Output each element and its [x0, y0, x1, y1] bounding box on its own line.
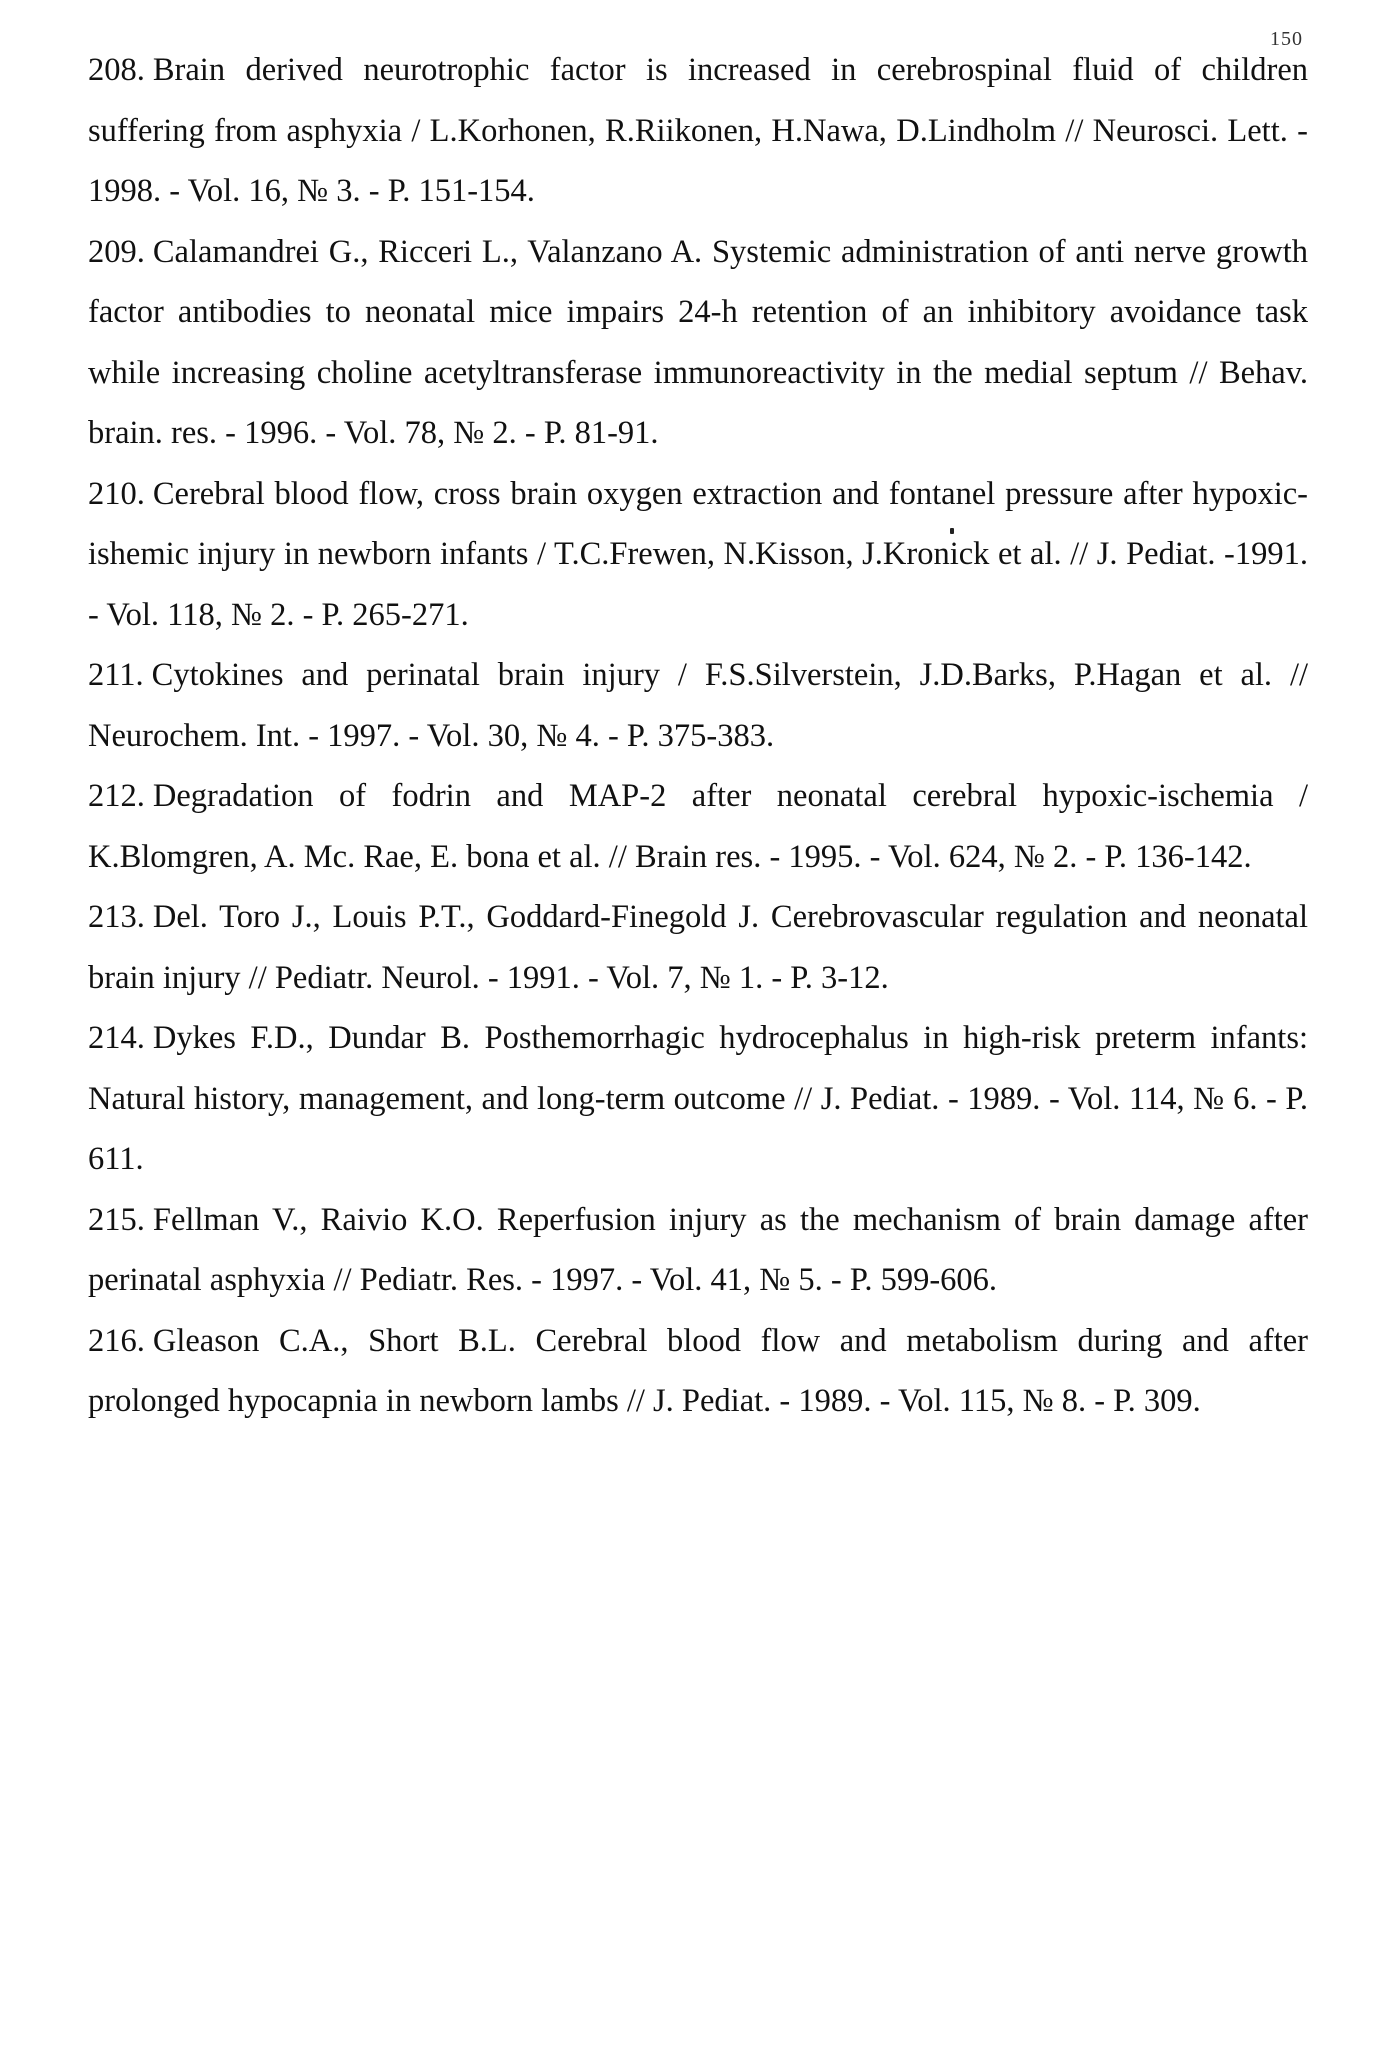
reference-text: Fellman V., Raivio K.O. Reperfusion injury as the mechanism of brain damage after perinatal asphyxia // Pediatr. Res. - 1997. - Vol. 41, № 5. - P. 599-606.	[88, 1201, 1308, 1298]
reference-number: 208.	[88, 52, 145, 88]
reference-list	[88, 40, 1308, 1432]
reference-text: Cerebral blood flow, cross brain oxygen extraction and fontanel pressure after hypoxic-ishemic injury in newborn infants / T.C.Frewen, N.Kisson, J.Kronick et al. // J. Pediat. -1991. - Vol. 118, № 2. - P. 265-271.	[88, 475, 1308, 633]
reference-item	[88, 766, 1308, 887]
reference-number: 212.	[88, 778, 145, 814]
reference-item	[88, 40, 1308, 222]
reference-item	[88, 1311, 1308, 1432]
reference-number: 215.	[88, 1201, 145, 1238]
reference-text: Calamandrei G., Ricceri L., Valanzano A. Systemic administration of anti nerve growth factor antibodies to neonatal mice impairs 24-h retention of an inhibitory avoidance task while increasing choline acetyltransferase immunoreactivity in the medial septum // Behav. brain. res. - 1996. - Vol. 78, № 2. - P. 81-91.	[88, 233, 1308, 451]
reference-text: Degradation of fodrin and MAP-2 after neonatal cerebral hypoxic-ischemia / K.Blomgren, A. Mc. Rae, E. bona et al. // Brain res. - 1995. - Vol. 624, № 2. - P. 136-142.	[88, 778, 1308, 875]
reference-text: Brain derived neurotrophic factor is increased in cerebrospinal fluid of children suffering from asphyxia / L.Korhonen, R.Riikonen, H.Nawa, D.Lindholm // Neurosci. Lett. - 1998. - Vol. 16, № 3. - P. 151-154.	[88, 52, 1308, 209]
reference-item	[88, 887, 1308, 1008]
reference-number: 216.	[88, 1322, 145, 1359]
reference-number: 213.	[88, 899, 145, 935]
reference-number: 214.	[88, 1020, 145, 1056]
page-number: 150	[1270, 28, 1303, 50]
reference-item	[88, 645, 1308, 766]
reference-text: Gleason C.A., Short B.L. Cerebral blood flow and metabolism during and after prolonged hypocapnia in newborn lambs // J. Pediat. - 1989. - Vol. 115, № 8. - P. 309.	[88, 1322, 1308, 1419]
reference-text: Del. Toro J., Louis P.T., Goddard-Finegold J. Cerebrovascular regulation and neonatal brain injury // Pediatr. Neurol. - 1991. - Vol. 7, № 1. - P. 3-12.	[88, 899, 1308, 996]
reference-number: 211.	[88, 657, 144, 693]
reference-item	[88, 222, 1308, 464]
scan-speck	[950, 528, 954, 534]
reference-number: 209.	[88, 233, 145, 270]
reference-text: Cytokines and perinatal brain injury / F.S.Silverstein, J.D.Barks, P.Hagan et al. // Neurochem. Int. - 1997. - Vol. 30, № 4. - P. 375-383.	[88, 657, 1308, 754]
reference-text: Dykes F.D., Dundar B. Posthemorrhagic hydrocephalus in high-risk preterm infants: Natural history, management, and long-term outcome // J. Pediat. - 1989. - Vol. 114, № 6. - P. 611.	[88, 1020, 1308, 1177]
reference-item	[88, 464, 1308, 646]
reference-number: 210.	[88, 475, 145, 512]
reference-item	[88, 1008, 1308, 1190]
reference-item	[88, 1190, 1308, 1311]
